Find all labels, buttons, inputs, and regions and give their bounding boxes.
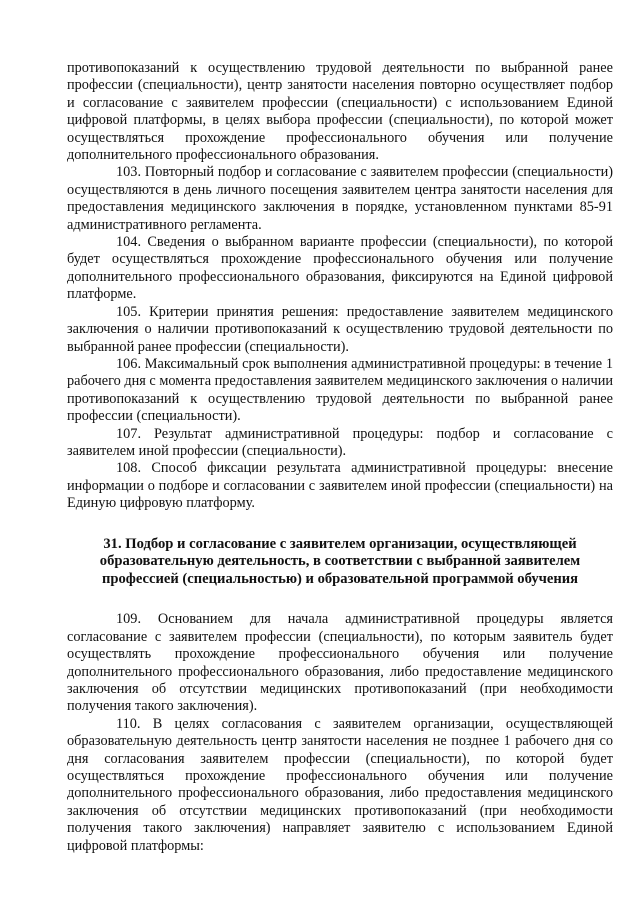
- paragraph-103: 103. Повторный подбор и согласование с заявителем профессии (специальности) осуществляются в день личного посещения заявителем центра занятости населения для предоставления медицинского заключения в порядке, установленном пунктами 85-91 административного регламента.: [67, 164, 613, 233]
- document-body: [67, 60, 613, 855]
- paragraph-108: 108. Способ фиксации результата административной процедуры: внесение информации о подборе и согласовании с заявителем иной профессии (специальности) на Единую цифровую платформу.: [67, 460, 613, 512]
- paragraph-104: 104. Сведения о выбранном варианте профессии (специальности), по которой будет осуществляться прохождение профессионального обучения или получение дополнительного профессионального образования, фиксируются на Единой цифровой платформе.: [67, 234, 613, 303]
- paragraph-110: 110. В целях согласования с заявителем организации, осуществляющей образовательную деятельность центр занятости населения не позднее 1 рабочего дня со дня согласования заявителем профессии (специальности), по которой будет осуществляться прохождение профессионального обучения или получение дополнительного профессионального образования, либо предоставления медицинского заключения об отсутствии медицинских противопоказаний (при необходимости получения такого заключения) направляет заявителю с использованием Единой цифровой платформы:: [67, 715, 613, 854]
- paragraph-107: 107. Результат административной процедуры: подбор и согласование с заявителем иной профессии (специальности).: [67, 425, 613, 459]
- paragraph-continuation: противопоказаний к осуществлению трудовой деятельности по выбранной ранее профессии (специальности), центр занятости населения повторно осуществляет подбор и согласование с заявителем профессии (специальности) с использованием Единой цифровой платформы, в целях выбора профессии (специальности), по которой может осуществляться прохождение профессионального обучения или получение дополнительного профессионального образования.: [67, 60, 613, 164]
- paragraph-106: 106. Максимальный срок выполнения административной процедуры: в течение 1 рабочего дня с момента предоставления заявителем медицинского заключения о наличии противопоказаний к осуществлению трудовой деятельности по выбранной ранее профессии (специальности).: [67, 355, 613, 425]
- section-heading: 31. Подбор и согласование с заявителем организации, осуществляющей образовательную деятельность, в соответствии с выбранной заявителем профессией (специальностью) и образовательной программой обучения: [99, 535, 581, 587]
- paragraph-105: 105. Критерии принятия решения: предоставление заявителем медицинского заключения о наличии противопоказаний к осуществлению трудовой деятельности по выбранной ранее профессии (специальности).: [67, 303, 613, 355]
- paragraph-109: 109. Основанием для начала административной процедуры является согласование с заявителем профессии (специальности), по которым заявитель будет осуществлять прохождение профессионального обучения или получение дополнительного профессионального образования, либо предоставление медицинского заключения об отсутствии медицинских противопоказаний (при необходимости получения такого заключения).: [67, 611, 613, 715]
